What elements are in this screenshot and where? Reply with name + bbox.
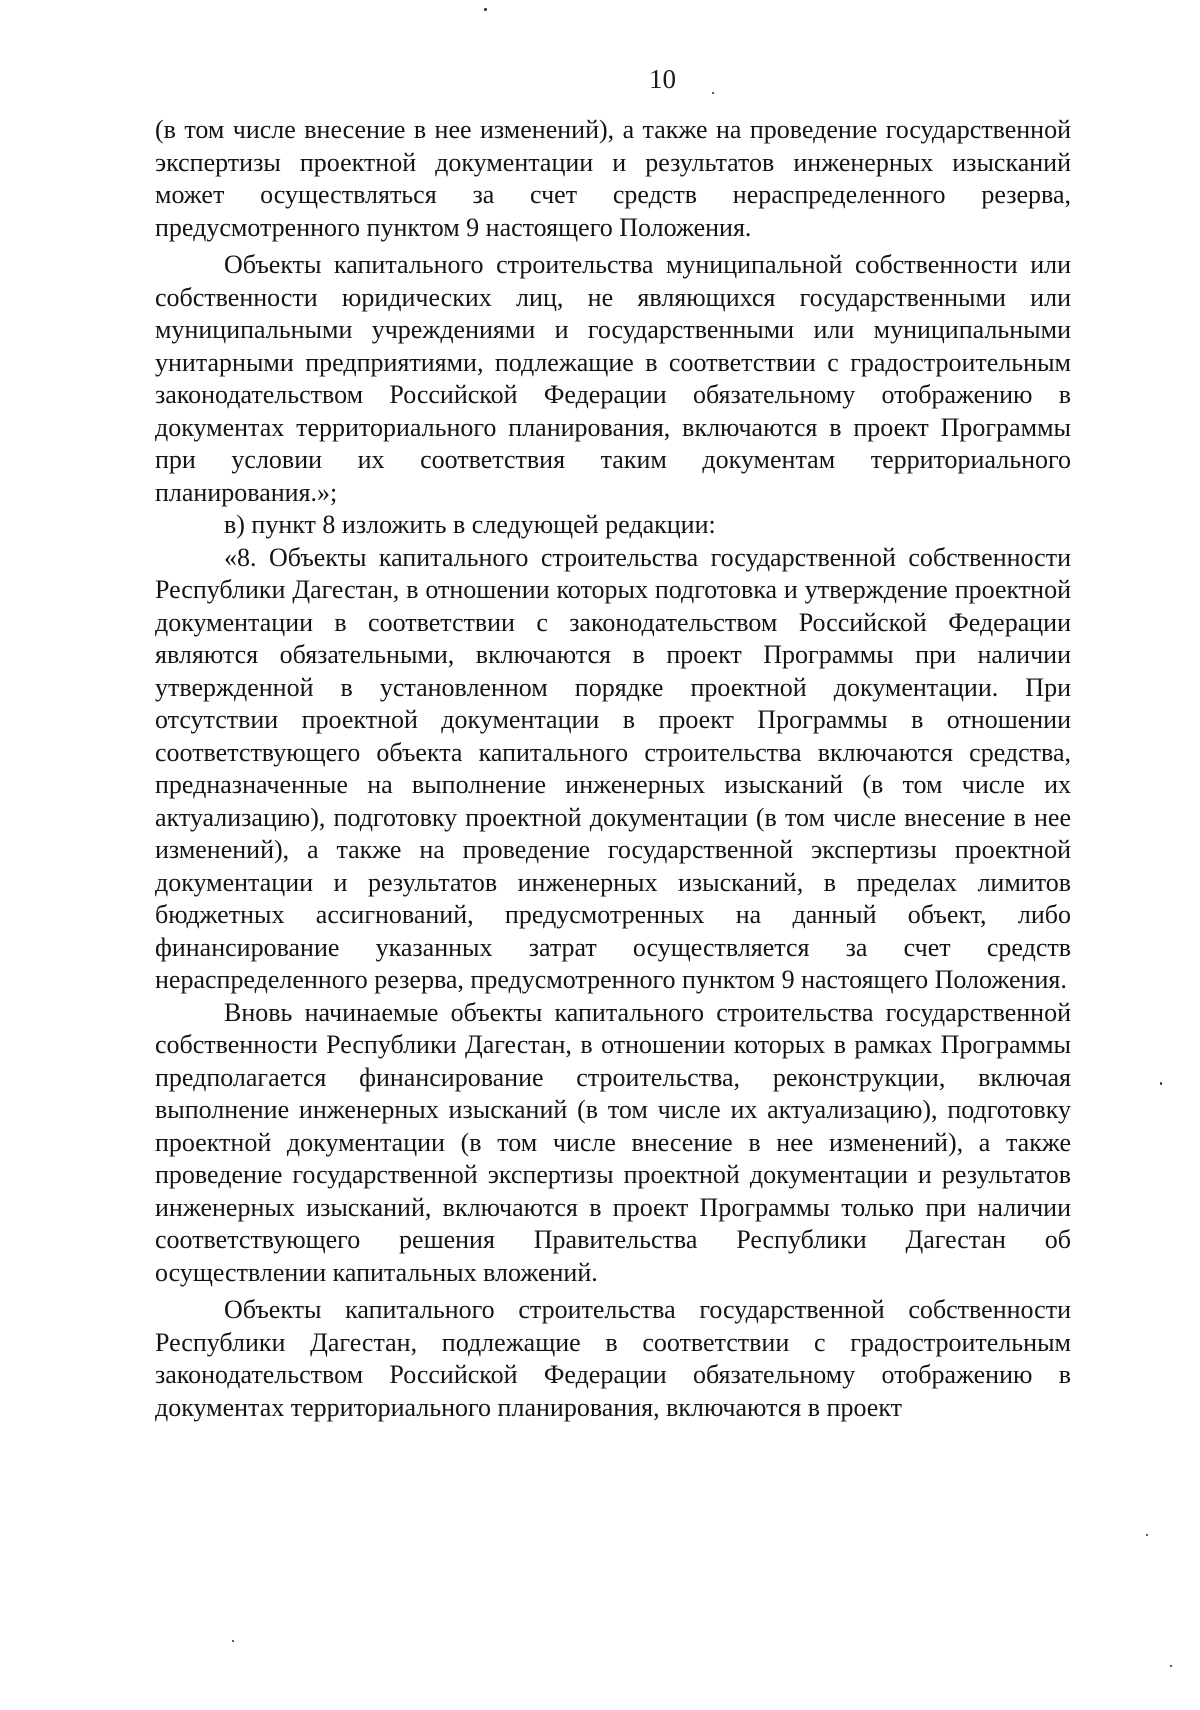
document-body [155, 114, 1071, 1424]
paragraph-municipal-objects: Объекты капитального строительства муниципальной собственности или собственности юридических лиц, не являющихся государственными или муниципальными учреждениями и государственными или муниципальными унитарными предприятиями, подлежащие в соответствии с градостроительным законодательством Российской Федерации обязательному отображению в документах территориального планирования, включаются в проект Программы при условии их соответствия таким документам территориального планирования.»; [155, 250, 1071, 507]
paragraph-new-objects: Вновь начинаемые объекты капитального строительства государственной собственности Республики Дагестан, в отношении которых в рамках Программы предполагается финансирование строительства, реконструкции, включая выполнение инженерных изысканий (в том числе их актуализацию), подготовку проектной документации (в том числе внесение в нее изменений), а также проведение государственной экспертизы проектной документации и результатов инженерных изысканий, включаются в проект Программы только при наличии соответствующего решения Правительства Республики Дагестан об осуществлении капитальных вложений. [155, 997, 1071, 1287]
scan-speck [232, 1640, 234, 1642]
scan-speck [712, 92, 714, 94]
paragraph-state-objects: Объекты капитального строительства государственной собственности Республики Дагестан, подлежащие в соответствии с градостроительным законодательством Российской Федерации обязательному отображению в документах территориального планирования, включаются в проект [155, 1295, 1071, 1422]
paragraph-continuation: (в том числе внесение в нее изменений), а также на проведение государственной экспертизы проектной документации и результатов инженерных изысканий может осуществляться за счет средств нераспределенного резерва, предусмотренного пунктом 9 настоящего Положения. [155, 115, 1071, 242]
scan-speck [1160, 1082, 1162, 1085]
scan-speck [1146, 1534, 1148, 1536]
scan-speck [1170, 1665, 1172, 1667]
scan-speck [484, 8, 487, 11]
paragraph-point-8: «8. Объекты капитального строительства государственной собственности Республики Дагестан, в отношении которых подготовка и утверждение проектной документации в соответствии с законодательством Российской Федерации являются обязательными, включаются в проект Программы при наличии утвержденной в установленном порядке проектной документации. При отсутствии проектной документации в проект Программы в отношении соответствующего объекта капитального строительства включаются средства, предназначенные на выполнение инженерных изысканий (в том числе их актуализацию), подготовку проектной документации (в том числе внесение в нее изменений), а также на проведение государственной экспертизы проектной документации и результатов инженерных изысканий, в пределах лимитов бюджетных ассигнований, предусмотренных на данный объект, либо финансирование указанных затрат осуществляется за счет средств нераспределенного резерва, предусмотренного пунктом 9 настоящего Положения. [155, 542, 1071, 994]
paragraph-amendment-point-8: в) пункт 8 изложить в следующей редакции: [224, 510, 716, 539]
page-number: 10 [649, 64, 676, 94]
